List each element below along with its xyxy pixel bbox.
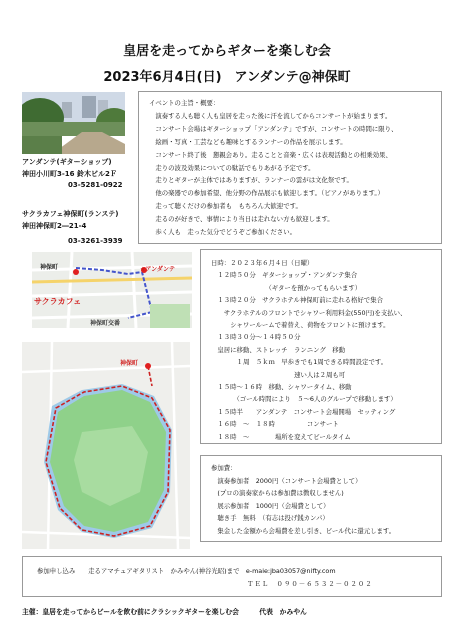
route-map	[22, 342, 190, 549]
fee-line: 演奏参加者 2000円（コンサート会場費として）	[211, 476, 362, 485]
schedule-line: （ギターを預かってもらいます）	[211, 283, 362, 292]
title-line2: 2023年6月4日(日) アンダンテ@神保町	[103, 70, 351, 85]
fee-box	[200, 455, 442, 542]
title-line1: 皇居を走ってからギターを楽しむ会	[123, 44, 331, 59]
application-tel: ＴＥＬ ０９０－６５３２－０２０２	[247, 580, 373, 588]
schedule-line: １８時 ～ 場所を変えてビールタイム	[211, 432, 351, 441]
fee-line: 参加費：	[211, 464, 237, 472]
fee-line: 聴き手 無料 （有志は投げ銭カンパ）	[211, 514, 329, 522]
application-box	[22, 556, 442, 597]
shop-address: 神田小川町3-16 鈴木ビル2Ｆ	[22, 169, 117, 178]
intro-line: コンサート会場はギターショップ「アンダンテ」ですが、コンサートの時間に限り、	[149, 124, 398, 133]
intro-line: 演奏する人も聴く人も皇居を走った後に汗を流してからコンサートが始まります。	[149, 111, 392, 120]
schedule-box	[200, 249, 442, 444]
schedule-line: 日時：２０２３年６月４日（日曜）	[211, 259, 314, 267]
schedule-line: １３時３０分～１４時５０分	[211, 333, 301, 342]
schedule-line: 速い人は２周も可	[211, 370, 346, 379]
schedule-line: １３時２０分 サクラホテル神保町前に走れる格好で集合	[211, 296, 383, 305]
intro-text	[149, 97, 397, 239]
shop-tel: 03-5281-0922	[68, 181, 123, 189]
cafe-tel: 03-3261-3939	[68, 237, 123, 245]
intro-line: 他の楽器での参加希望、他分野の作品展示も歓迎します。（ピアノがあります。）	[149, 189, 384, 198]
application-line: 参加申し込み 走るアマチュアギタリスト かみやん(神谷光昭)まで e-maie:jba03057@nifty.com	[37, 567, 336, 575]
intro-line: 走るのが好きで、事情により当日は走れない方も歓迎します。	[149, 215, 334, 224]
cafe-address: 神田神保町2―21-4	[22, 221, 87, 230]
schedule-line: 皇居に移動、ストレッチ ランニング 移動	[211, 345, 346, 354]
shop-info	[22, 157, 123, 192]
intro-box	[138, 91, 442, 244]
map-label-station: 神保町交番	[90, 320, 121, 327]
map-label-andante: ★アンダンテ	[140, 266, 175, 273]
schedule-line: （ゴール時間により ５～6人のグループで移動します）	[211, 395, 397, 404]
map-label-jinbocho: 神保町	[40, 264, 59, 271]
intro-line: コンサート終了後 懇親会あり。走ることと音楽・広くは表現活動との相乗効果、	[149, 150, 392, 159]
schedule-line: １５時～１６時 移動、シャワータイム、移動	[211, 383, 352, 392]
cafe-name: サクラカフェ神保町(ランステ)	[22, 210, 119, 218]
schedule-line: １５時半 アンダンテ コンサート会場開場 セッティング	[211, 407, 396, 416]
schedule-line: サクラホテルのフロントでシャワー利用料金(550円)を支払い、	[211, 308, 407, 317]
fee-text	[211, 462, 395, 537]
intro-line: 歩く人も 走った気分でどうぞご参加ください。	[149, 228, 296, 237]
schedule-line: シャワールームで着替え、荷物をフロントに預けます。	[211, 321, 390, 330]
shop-name: アンダンテ(ギターショップ)	[22, 158, 112, 166]
application-text	[37, 565, 373, 591]
route-map-label-jinbocho: 神保町	[120, 360, 139, 367]
fee-line: 集金した金額から会場費を差し引き、ビール代に還元します。	[211, 526, 396, 535]
cafe-info	[22, 209, 123, 248]
fee-line: (プロの演奏家からは参加費は徴収しません)	[211, 489, 344, 497]
organizer-footer: 主催：皇居を走ってからビールを飲む前にクラシックギターを楽しむ会 代表 かみやん	[22, 608, 307, 616]
schedule-line: １６時 ～ １８時 コンサート	[211, 420, 339, 429]
fee-line: 展示参加者 1000円（会場費として）	[211, 501, 330, 510]
intro-line: イベントの主旨・概要：	[149, 99, 220, 107]
intro-line: 走りの波及効果についての駄話でもりあがる予定です。	[149, 163, 315, 172]
schedule-text	[211, 257, 406, 443]
neighborhood-map	[32, 252, 192, 328]
intro-line: 走って聴くだけの参加者も もちろん大歓迎です。	[149, 202, 302, 211]
intro-line: 絵画・写真・工芸なども趣味とするランナーの作品を展示します。	[149, 137, 347, 146]
map-label-sakura: サクラカフェ	[34, 297, 82, 306]
schedule-line: １周 ５ｋｍ 早歩きでも1周できる時間設定です。	[211, 358, 388, 367]
venue-photo	[22, 92, 125, 154]
intro-line: 走りとギターが主体ではありますが、ランナーの雲がは文化祭です。	[149, 176, 353, 185]
schedule-line: １２時５０分 ギターショップ・アンダンテ集合	[211, 271, 358, 280]
